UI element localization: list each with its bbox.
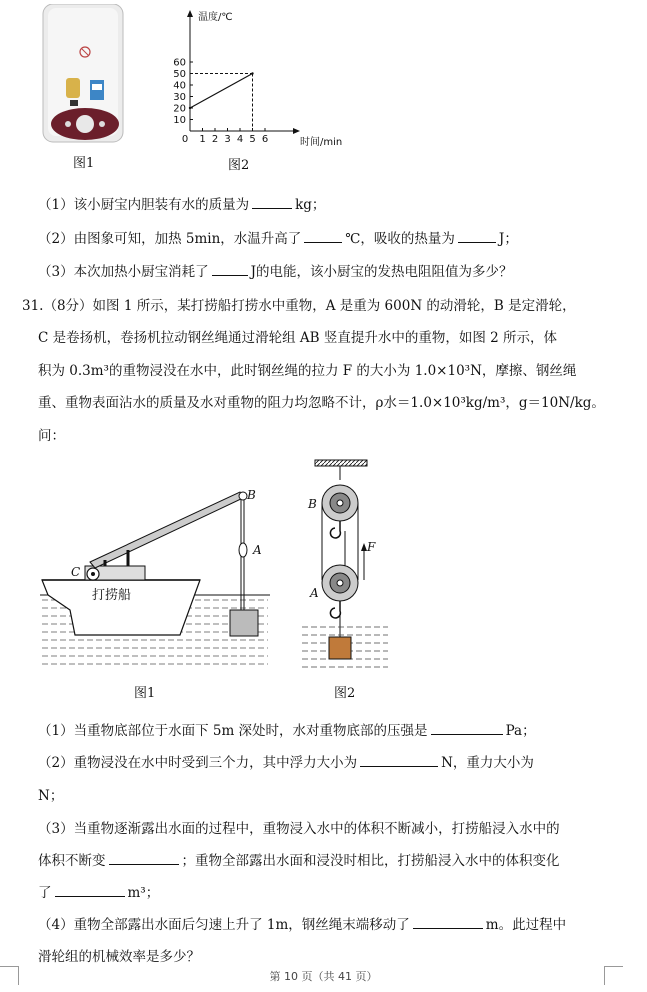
y-axis-label: 温度/℃	[198, 12, 233, 23]
label-A-ship: A	[253, 543, 262, 557]
q31-part3: （3）当重物逐渐露出水面的过程中，重物浸入水中的体积不断减小，打捞船浸入水中的	[38, 821, 560, 837]
x-axis-label: 时间/min	[300, 137, 343, 148]
ship-name-label: 打捞船	[92, 588, 132, 603]
q31-part4-line2: 滑轮组的机械效率是多少？	[38, 949, 200, 965]
pulley-caption: 图2	[334, 686, 356, 701]
q31-stem-line5: 问：	[38, 428, 65, 444]
answer-blank[interactable]	[360, 752, 438, 767]
y-tick-label: 60	[173, 57, 186, 69]
x-tick-label: 5	[249, 134, 256, 145]
answer-blank[interactable]	[458, 228, 496, 243]
answer-blank[interactable]	[109, 850, 179, 865]
label-B-ship: B	[247, 488, 256, 502]
q31-part3-line2: 体积不断变 ；重物全部露出水面和浸没时相比，打捞船浸入水中的体积变化	[38, 849, 560, 869]
water-heater-image	[40, 4, 130, 146]
temperature-graph	[165, 6, 365, 156]
y-tick-label: 10	[173, 115, 186, 126]
answer-blank[interactable]	[55, 882, 125, 897]
water-heater-figure	[40, 4, 130, 146]
y-tick-label: 30	[173, 92, 186, 103]
y-tick-label: 40	[173, 80, 186, 92]
q31-stem-line4: 重、重物表面沾水的质量及水对重物的阻力均忽略不计，ρ水＝1.0×10³kg/m³，g＝10N/kg。	[38, 395, 605, 411]
x-tick-label: 2	[211, 134, 219, 145]
data-point	[251, 72, 253, 74]
answer-blank[interactable]	[431, 720, 503, 735]
y-tick-label: 20	[173, 103, 186, 115]
x-tick-label: 3	[224, 134, 231, 145]
q31-part1: （1）当重物底部位于水面下 5m 深处时，水对重物底部的压强是 Pa；	[38, 719, 536, 739]
q31-stem-line2: C 是卷扬机，卷扬机拉动钢丝绳通过滑轮组 AB 竖直提升水中的重物，如图 2 所示，体	[38, 330, 558, 346]
x-tick-label: 6	[261, 134, 269, 145]
q30-part3: （3）本次加热小厨宝消耗了 J的电能，该小厨宝的发热电阻阻值为多少？	[38, 260, 513, 280]
y-tick-label: 50	[173, 69, 186, 80]
answer-blank[interactable]	[212, 261, 248, 276]
label-B-pulley: B	[308, 497, 317, 511]
pulley-drawing	[300, 455, 390, 680]
label-F-pulley: F	[367, 540, 376, 554]
x-tick-label: 4	[236, 134, 244, 145]
label-C-ship: C	[71, 565, 81, 579]
q30-part2: （2）由图象可知，加热 5min，水温升高了 ℃，吸收的热量为 J；	[38, 227, 518, 247]
temperature-chart-svg	[165, 6, 365, 156]
data-point	[189, 107, 191, 109]
q31-stem-line1: 31.（8分）如图 1 所示，某打捞船打捞水中重物，A 是重为 600N 的动滑轮，B 是定滑轮，	[22, 298, 576, 314]
q31-part2-cont: N；	[38, 788, 64, 804]
answer-blank[interactable]	[413, 914, 483, 929]
label-A-pulley: A	[310, 586, 319, 600]
temperature-line	[190, 74, 253, 109]
ship-caption: 图1	[134, 686, 156, 701]
q31-part2: （2）重物浸没在水中时受到三个力，其中浮力大小为 N，重力大小为	[38, 751, 534, 771]
x-tick-label: 1	[199, 134, 206, 145]
x-axis-arrow	[293, 128, 300, 134]
page-footer: 第 10 页（共 41 页）	[269, 970, 378, 983]
q31-part4: （4）重物全部露出水面后匀速上升了 1m，钢丝绳末端移动了 m。此过程中	[38, 913, 566, 933]
pulley-figure	[300, 455, 390, 680]
heater-caption: 图1	[73, 156, 95, 171]
q31-part3-line3: 了 m³；	[38, 881, 159, 901]
q30-part1: （1）该小厨宝内胆装有水的质量为 kg；	[38, 193, 325, 213]
answer-blank[interactable]	[304, 228, 342, 243]
y-axis-arrow	[187, 10, 193, 17]
answer-blank[interactable]	[252, 194, 292, 209]
graph-caption: 图2	[228, 158, 250, 173]
q31-stem-line3: 积为 0.3m³的重物浸没在水中，此时钢丝绳的拉力 F 的大小为 1.0×10³N，摩擦、钢丝绳	[38, 363, 577, 379]
origin-label: 0	[181, 134, 189, 145]
